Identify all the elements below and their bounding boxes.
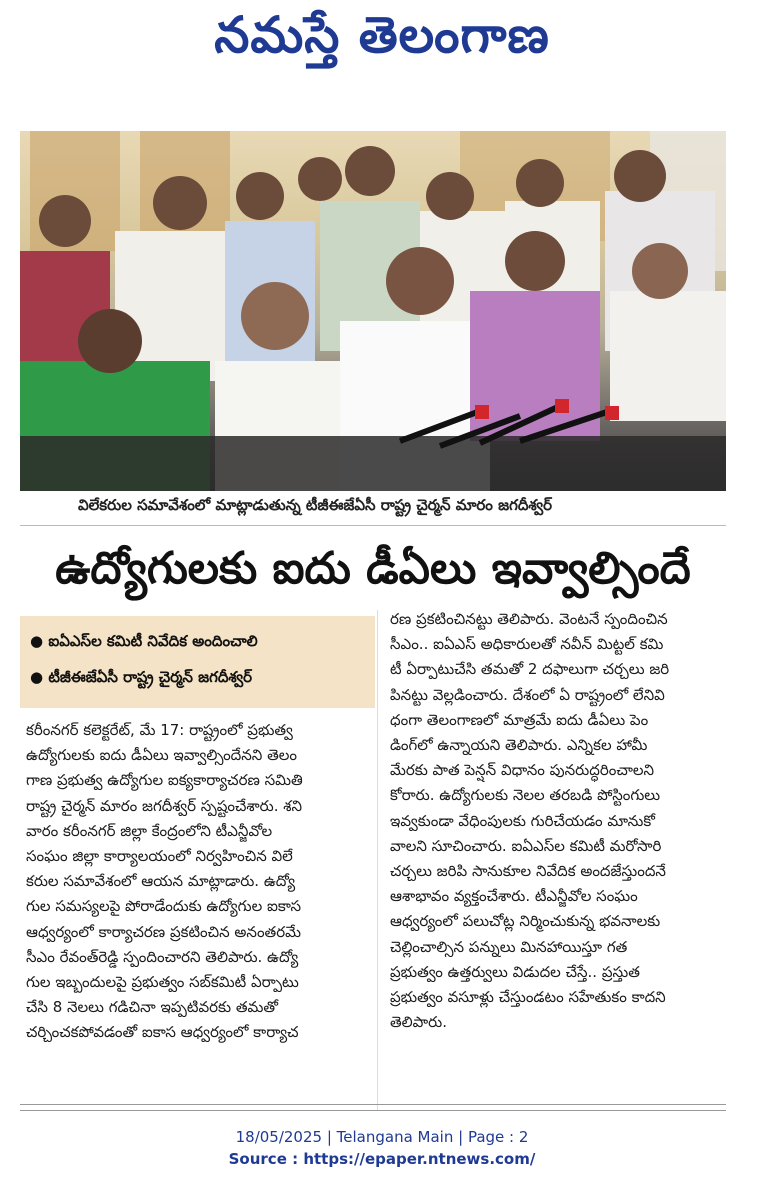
text-line: ఇవ్వకుండా వేధింపులకు గురిచేయడం మానుకో — [390, 811, 655, 830]
caption-divider — [20, 525, 726, 526]
highlight-item: ● టీజీఈజేఏసీ రాష్ట్ర చైర్మన్ జగదీశ్వర్ — [30, 668, 253, 686]
text-line: రణ ప్రకటించినట్టు తెలిపారు. వెంటనే స్పందించిన — [390, 610, 668, 628]
source-link[interactable]: Source : https://epaper.ntnews.com/ — [228, 1150, 536, 1168]
photo-caption: విలేకరుల సమావేశంలో మాట్లాడుతున్న టీజీఈజేఏసీ రాష్ట్ర చైర్మన్ మారం జగదీశ్వర్ — [78, 496, 553, 514]
press-meet-photo — [20, 131, 726, 491]
text-line: సీఎం రేవంత్‌రెడ్డి స్పందించారని తెలిపారు. ఉద్యో — [26, 947, 299, 966]
text-line: రాష్ట్ర చైర్మన్ మారం జగదీశ్వర్ స్పష్టంచేశారు. శని — [26, 796, 303, 815]
text-line: వాలని సూచించారు. ఐఏఎస్‌ల కమిటీ మరోసారి — [390, 836, 662, 855]
text-line: డింగ్‌లో ఉన్నాయని తెలిపారు. ఎన్నికల హామీ — [390, 736, 648, 755]
text-line: కరీంనగర్ కలెక్టరేట్, మే 17: రాష్ట్రంలో ప్రభుత్వ — [26, 721, 293, 739]
epaper-footer — [0, 1126, 764, 1170]
article-bottom-border — [20, 1104, 726, 1111]
text-line: ప్రభుత్వం వసూళ్లు చేస్తుండటం సహేతుకం కాదని — [390, 988, 666, 1007]
text-line: టీ ఏర్పాటుచేసి తమతో 2 దఫాలుగా చర్చలు జరి — [390, 660, 670, 679]
text-line: ప్రభుత్వం ఉత్తర్వులు విడుదల చేస్తే.. ప్రస్తుత — [390, 962, 640, 981]
highlights-box — [20, 616, 375, 708]
text-line: ఆధ్వర్యంలో కార్యాచరణ ప్రకటించిన అనంతరమే — [26, 922, 301, 941]
text-line: ఆధ్వర్యంలో పలుచోట్ల నిర్మించుకున్న భవనాలకు — [390, 912, 661, 931]
text-line: చేసి 8 నెలలు గడిచినా ఇప్పటివరకు తమతో — [26, 998, 278, 1017]
edition-info: 18/05/2025 | Telangana Main | Page : 2 — [235, 1128, 529, 1146]
newspaper-logo: నమస్తే తెలంగాణ — [214, 6, 550, 64]
text-line: సంఘం జిల్లా కార్యాలయంలో నిర్వహించిన విలే — [26, 847, 293, 866]
text-line: సీఎం.. ఐఏఎస్ అధికారులతో నవీన్ మిట్టల్ కమి — [390, 635, 664, 654]
article-headline: ఉద్యోగులకు ఐదు డీఏలు ఇవ్వాల్సిందే — [55, 543, 691, 594]
article-column-2 — [390, 607, 726, 1035]
column-divider — [377, 610, 378, 1110]
text-line: వారం కరీంనగర్ జిల్లా కేంద్రంలోని టీఎన్జీవోల — [26, 821, 273, 840]
highlight-item: ● ఐఏఎస్‌ల కమిటీ నివేదిక అందించాలి — [30, 632, 258, 650]
photo-illustration — [20, 131, 726, 491]
text-line: గాణ ప్రభుత్వ ఉద్యోగుల ఐక్యకార్యాచరణ సమితి — [26, 771, 303, 790]
text-line: పినట్టు వెల్లడించారు. దేశంలో ఏ రాష్ట్రంలో లేనివి — [390, 685, 665, 704]
text-line: తెలిపారు. — [390, 1013, 447, 1032]
text-line: చెల్లించాల్సిన పన్నులు మినహాయిస్తూ గత — [390, 937, 628, 956]
text-line: చర్చలు జరిపి సానుకూల నివేదిక అందజేస్తుందనే — [390, 862, 666, 881]
article-column-1 — [26, 718, 366, 1046]
text-line: గుల సమస్యలపై పోరాడేందుకు ఉద్యోగుల ఐకాస — [26, 897, 301, 916]
text-line: చర్చించకపోవడంతో ఐకాస ఆధ్వర్యంలో కార్యాచ — [26, 1023, 299, 1042]
text-line: ఉద్యోగులకు ఐదు డీఏలు ఇవ్వాల్సిందేనని తెలం — [26, 746, 297, 765]
text-line: కరుల సమావేశంలో ఆయన మాట్లాడారు. ఉద్యో — [26, 872, 296, 891]
text-line: మేరకు పాత పెన్షన్ విధానం పునరుద్ధరించాలని — [390, 761, 655, 780]
text-line: ఆశాభావం వ్యక్తంచేశారు. టీఎన్జీవోల సంఘం — [390, 887, 638, 906]
text-line: గుల ఇబ్బందులపై ప్రభుత్వం సబ్‌కమిటీ ఏర్పాటు — [26, 973, 299, 992]
masthead — [0, 0, 764, 86]
text-line: ధంగా తెలంగాణలో మాత్రమే ఐదు డీఏలు పెం — [390, 710, 649, 729]
text-line: కోరారు. ఉద్యోగులకు నెలల తరబడి పోస్టింగులు — [390, 786, 661, 805]
